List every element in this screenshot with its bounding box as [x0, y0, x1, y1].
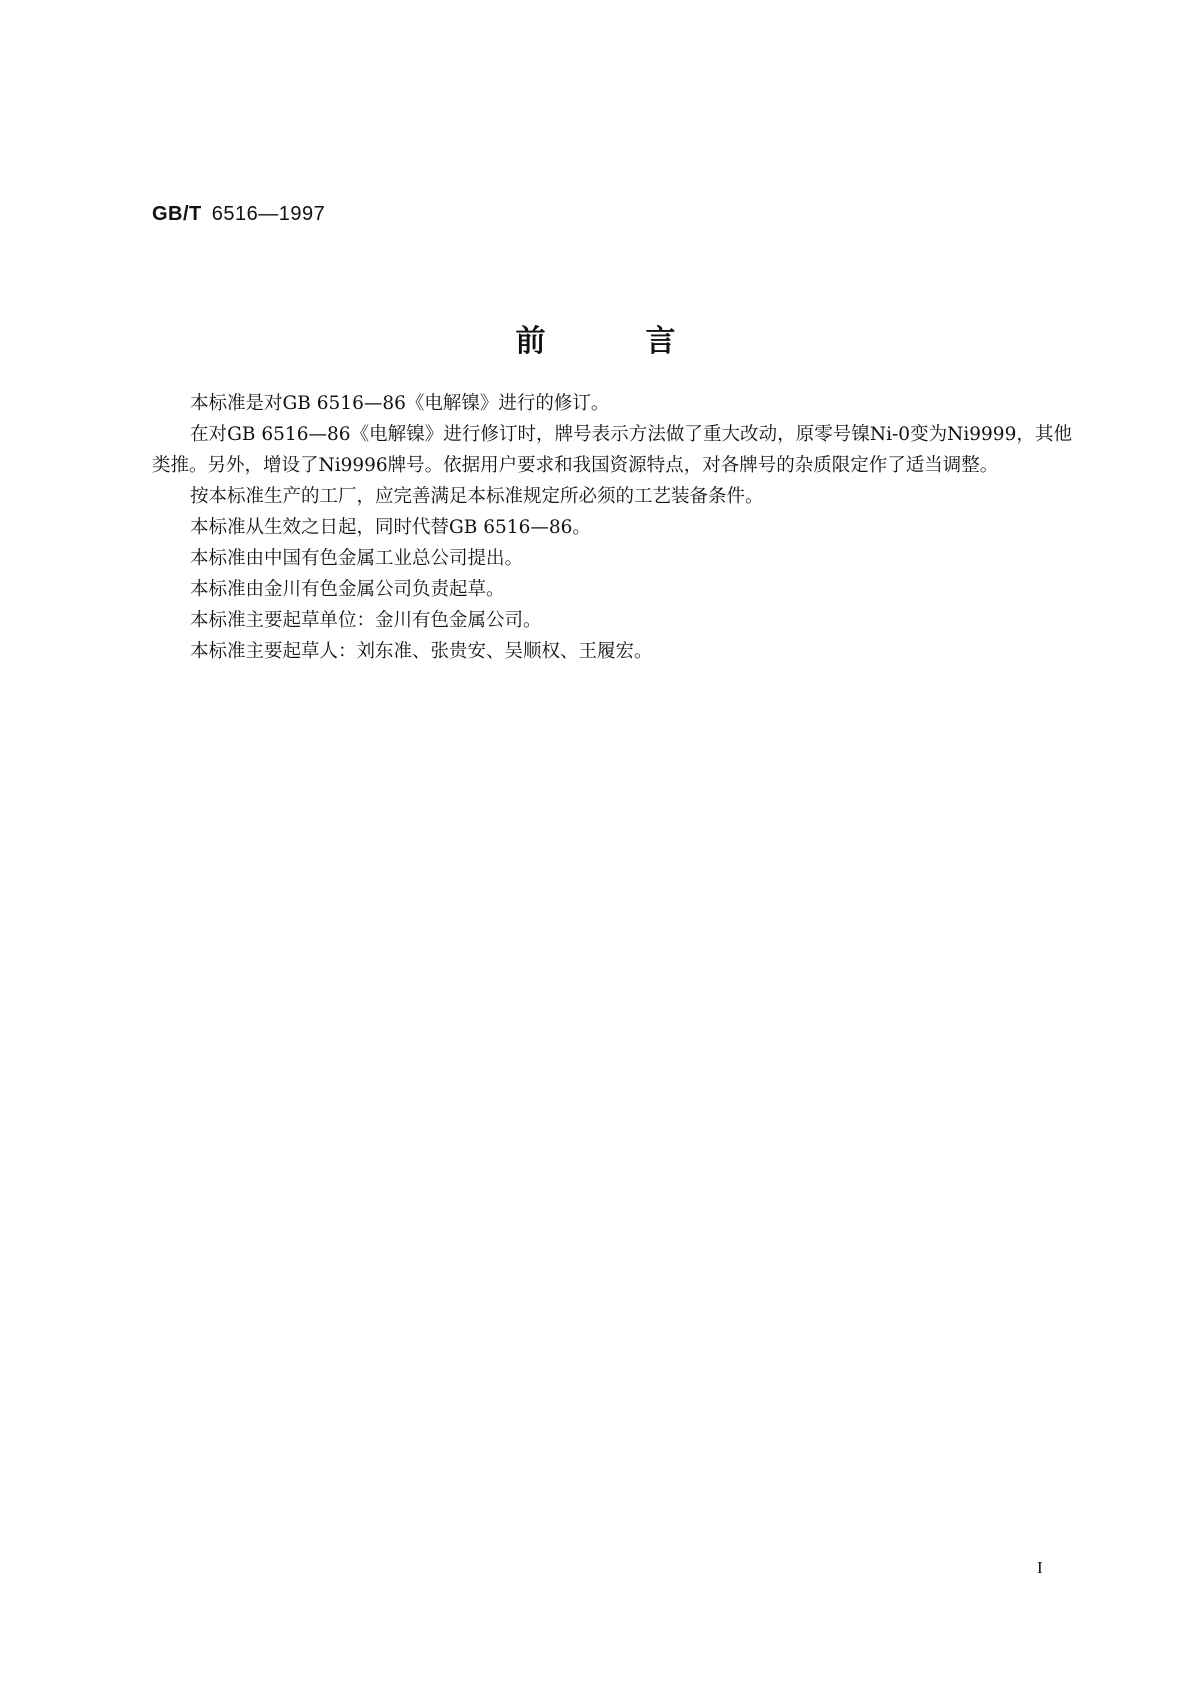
paragraph: 本标准由中国有色金属工业总公司提出。	[190, 548, 524, 569]
standard-prefix: GB/T	[152, 203, 202, 225]
paragraph: 本标准主要起草单位：金川有色金属公司。	[190, 610, 542, 631]
page-title: 前言	[515, 324, 776, 359]
paragraph: 本标准从生效之日起，同时代替GB 6516—86。	[190, 517, 591, 538]
standard-number: 6516—1997	[211, 203, 326, 225]
paragraph: 在对GB 6516—86《电解镍》进行修订时，牌号表示方法做了重大改动，原零号镍Ni-0变为Ni9999，其他类推。另外，增设了Ni9996牌号。依据用户要求和我国资源特点，对各牌号的杂质限定作了适当调整。	[152, 424, 1072, 476]
paragraph: 本标准由金川有色金属公司负责起草。	[190, 579, 505, 600]
paragraph: 本标准主要起草人：刘东准、张贵安、吴顺权、王履宏。	[190, 641, 653, 662]
standard-code	[152, 203, 325, 226]
foreword-body	[152, 388, 1072, 667]
page-number: I	[1037, 1558, 1043, 1577]
paragraph: 本标准是对GB 6516—86《电解镍》进行的修订。	[190, 393, 610, 414]
paragraph: 按本标准生产的工厂，应完善满足本标准规定所必须的工艺装备条件。	[190, 486, 764, 507]
